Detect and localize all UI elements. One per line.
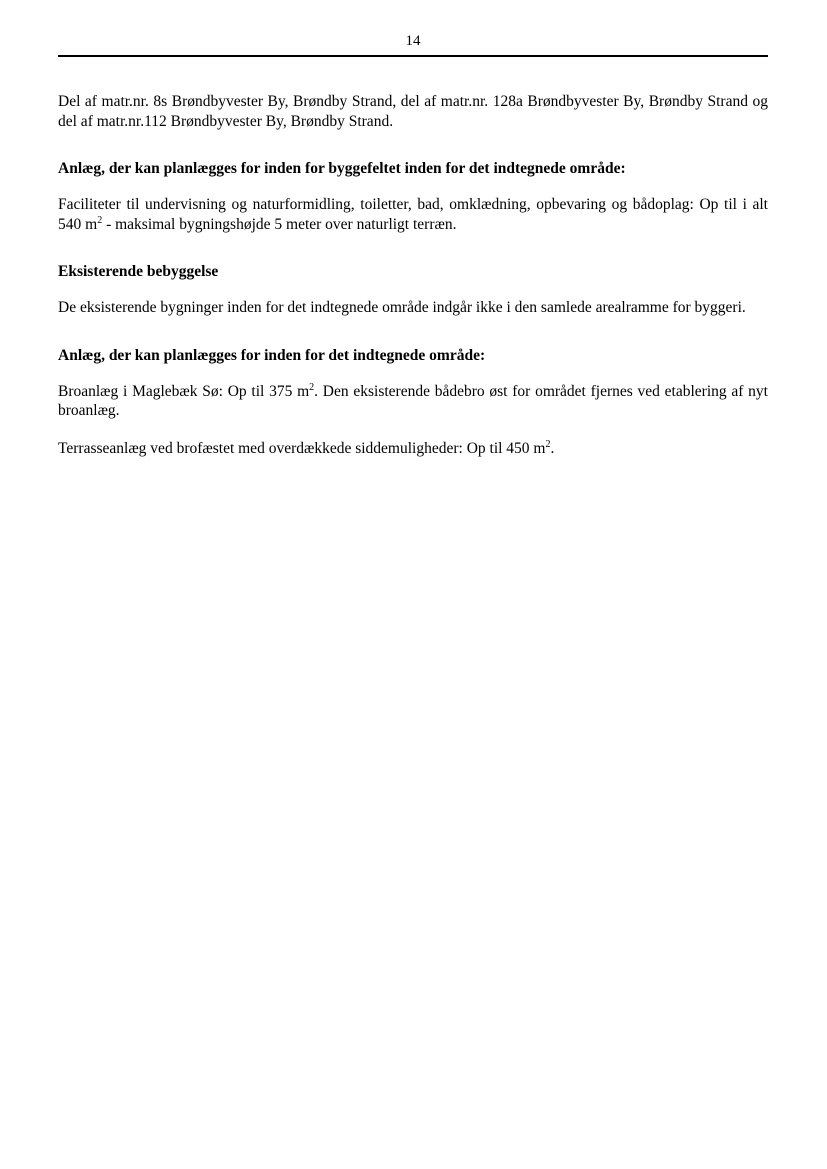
section3-p1-text-pre: Broanlæg i Maglebæk Sø: Op til 375 m [58,382,310,400]
page-number: 14 [405,33,421,49]
section1-text-post: - maksimal bygningshøjde 5 meter over naturligt terræn. [102,215,457,233]
section1-heading: Anlæg, der kan planlægges for inden for byggefeltet inden for det indtegnede område: [58,160,626,177]
section3-p2-text-post: . [550,439,555,457]
section3-paragraph-2 [58,439,768,459]
section2-paragraph: De eksisterende bygninger inden for det indtegnede område indgår ikke i den samlede arealramme for byggeri. [58,299,746,316]
section3-p1-superscript: 2 [309,381,315,393]
section3-heading: Anlæg, der kan planlægges for inden for det indtegnede område: [58,346,486,364]
page-header [58,34,768,57]
section3-p2-text-pre: Terrasseanlæg ved brofæstet med overdækkede siddemuligheder: Op til 450 m [58,439,546,457]
section2-heading: Eksisterende bebyggelse [58,263,219,280]
intro-paragraph: Del af matr.nr. 8s Brøndbyvester By, Brøndby Strand, del af matr.nr. 128a Brøndbyvester By, Brøndby Strand og del af matr.nr.112 Brøndbyvester By, Brøndby Strand. [58,93,768,130]
section3-paragraph-1 [58,382,768,421]
page-body [58,92,768,458]
section3-p2-superscript: 2 [545,438,551,450]
section3-p1-text-post: . Den eksisterende bådebro øst for området fjernes ved etablering af nyt broanlæg. [58,382,768,419]
section1-text-pre: Faciliteter til undervisning og naturformidling, toiletter, bad, omklædning, opbevaring og bådoplag: Op til i alt 540 m [58,196,768,233]
section1-paragraph [58,195,768,234]
section1-superscript: 2 [97,214,103,226]
